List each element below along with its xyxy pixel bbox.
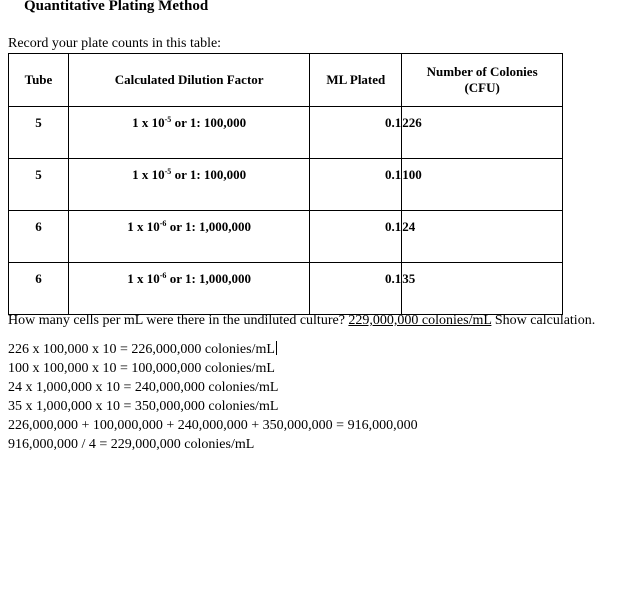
dilution-exponent: -6 xyxy=(159,219,167,228)
cell-tube: 6 xyxy=(9,263,69,315)
calculation-line: 226,000,000 + 100,000,000 + 240,000,000 + 350,000,000 = 916,000,000 xyxy=(8,418,418,433)
dilution-base: 1 x 10 xyxy=(127,219,160,234)
dilution-base: 1 x 10 xyxy=(132,167,165,182)
dilution-ratio: or 1: 100,000 xyxy=(171,115,247,130)
cell-colonies: 226 xyxy=(402,107,563,159)
question-answer[interactable]: 229,000,000 colonies/mL xyxy=(348,313,492,328)
dilution-base: 1 x 10 xyxy=(127,271,160,286)
table-header-row xyxy=(9,54,563,107)
calculation-line xyxy=(8,340,418,359)
cell-dilution xyxy=(68,159,310,211)
header-colonies-line2: (CFU) xyxy=(464,80,500,95)
table-row xyxy=(9,211,563,263)
dilution-ratio: or 1: 1,000,000 xyxy=(166,271,252,286)
table-row xyxy=(9,263,563,315)
question-suffix: Show calculation. xyxy=(491,313,596,328)
table-row xyxy=(9,159,563,211)
dilution-ratio: or 1: 100,000 xyxy=(171,167,247,182)
cell-tube: 5 xyxy=(9,107,69,159)
table-row xyxy=(9,107,563,159)
dilution-base: 1 x 10 xyxy=(132,115,165,130)
dilution-exponent: -6 xyxy=(159,271,167,280)
cell-dilution xyxy=(68,263,310,315)
cell-colonies: 35 xyxy=(402,263,563,315)
cell-tube: 5 xyxy=(9,159,69,211)
plate-count-table xyxy=(8,53,563,315)
table-instruction: Record your plate counts in this table: xyxy=(8,36,222,51)
dilution-exponent: -5 xyxy=(164,167,172,176)
calculation-text: 226 x 100,000 x 10 = 226,000,000 colonies/mL xyxy=(8,342,275,357)
header-colonies xyxy=(402,54,563,107)
cell-colonies: 24 xyxy=(402,211,563,263)
dilution-ratio: or 1: 1,000,000 xyxy=(166,219,252,234)
calculation-block[interactable] xyxy=(8,340,418,454)
calculation-line: 35 x 1,000,000 x 10 = 350,000,000 colonies/mL xyxy=(8,399,279,414)
cell-tube: 6 xyxy=(9,211,69,263)
header-colonies-line1: Number of Colonies xyxy=(426,64,538,79)
header-tube: Tube xyxy=(9,54,69,107)
cell-ml-plated: 0.1 xyxy=(310,263,402,315)
text-cursor xyxy=(276,341,277,355)
calculation-line: 100 x 100,000 x 10 = 100,000,000 colonies/mL xyxy=(8,361,275,376)
cell-ml-plated: 0.1 xyxy=(310,107,402,159)
cell-dilution xyxy=(68,211,310,263)
question-text xyxy=(8,313,595,329)
cell-dilution xyxy=(68,107,310,159)
cell-ml-plated: 0.1 xyxy=(310,211,402,263)
header-dilution-factor: Calculated Dilution Factor xyxy=(68,54,310,107)
question-prefix: How many cells per mL were there in the undiluted culture? xyxy=(8,313,349,328)
calculation-line: 24 x 1,000,000 x 10 = 240,000,000 colonies/mL xyxy=(8,380,279,395)
dilution-exponent: -5 xyxy=(164,115,172,124)
header-ml-plated: ML Plated xyxy=(310,54,402,107)
cell-colonies: 100 xyxy=(402,159,563,211)
calculation-line: 916,000,000 / 4 = 229,000,000 colonies/mL xyxy=(8,437,255,452)
cell-ml-plated: 0.1 xyxy=(310,159,402,211)
document-title: Quantitative Plating Method xyxy=(24,0,209,14)
